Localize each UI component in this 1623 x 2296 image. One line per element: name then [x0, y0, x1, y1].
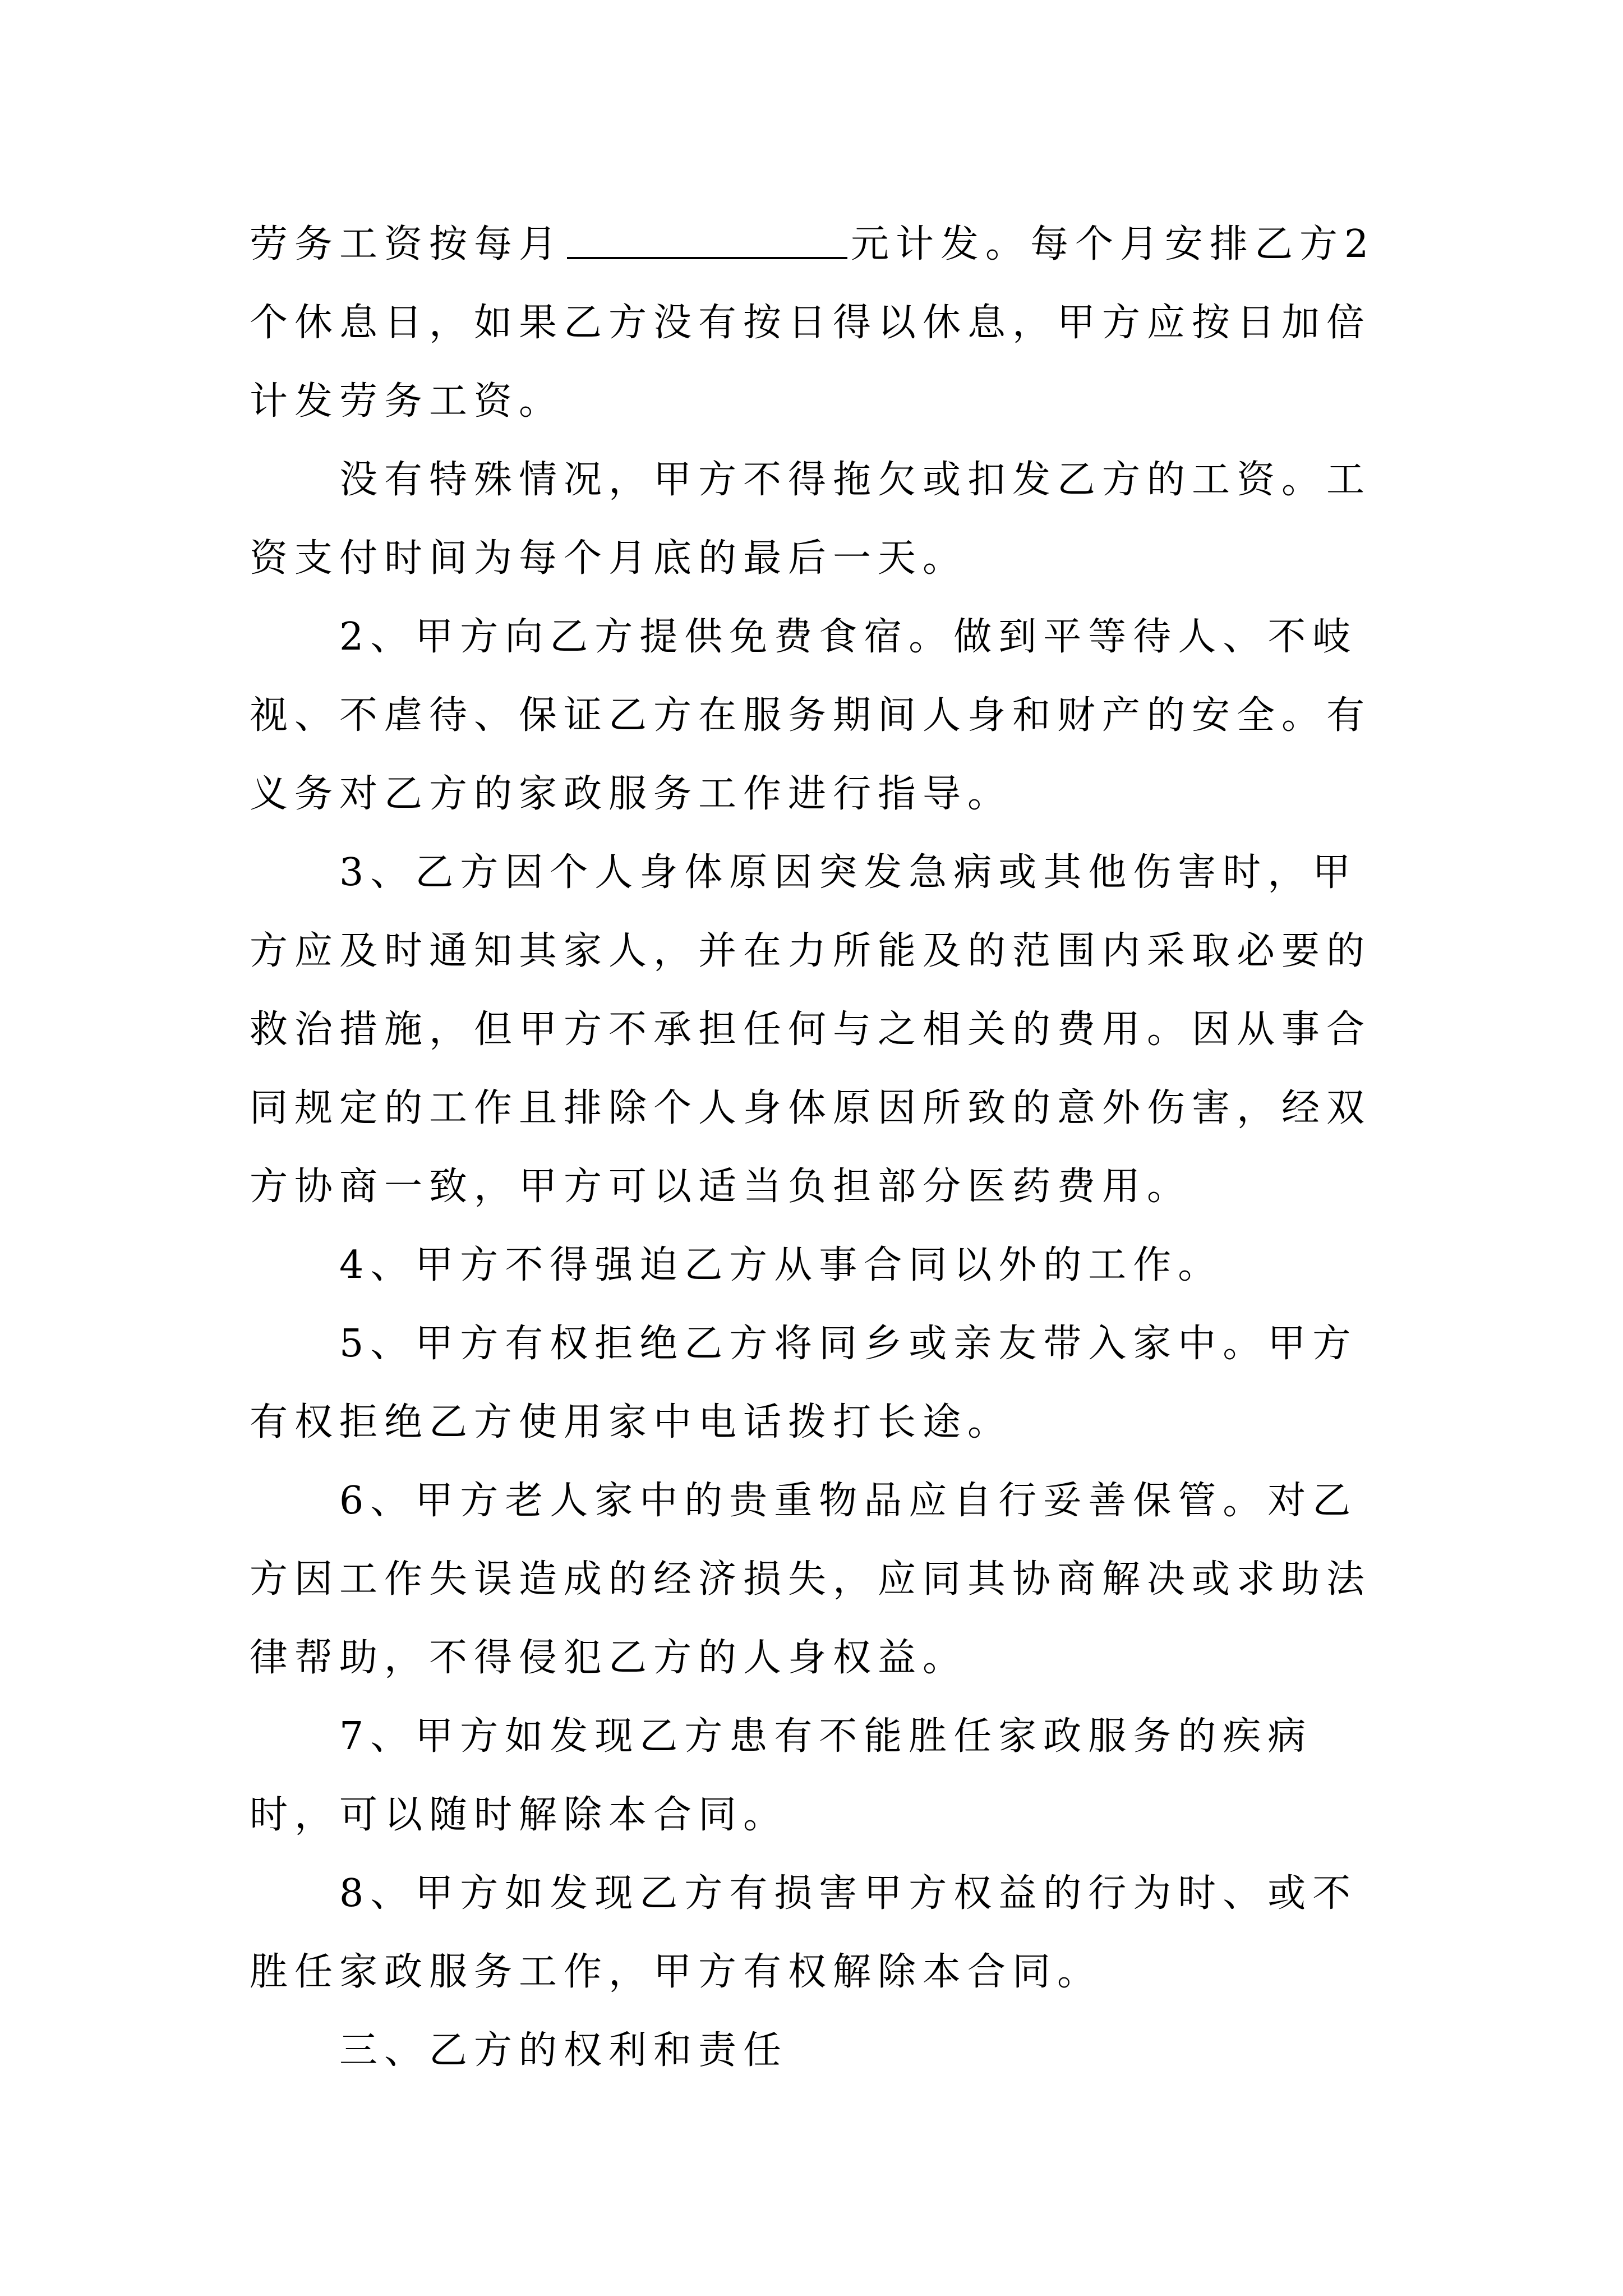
- clause-7: 7、甲方如发现乙方患有不能胜任家政服务的疾病时，可以随时解除本合同。: [250, 1714, 1313, 1837]
- paragraph-wage: [250, 205, 1382, 441]
- clause-4: 4、甲方不得强迫乙方从事合同以外的工作。: [339, 1243, 1223, 1287]
- clause-2: 2、甲方向乙方提供免费食宿。做到平等待人、不岐视、不虐待、保证乙方在服务期间人身和财产的安全。有义务对乙方的家政服务工作进行指导。: [250, 615, 1372, 816]
- clause-6: 6、甲方老人家中的贵重物品应自行妥善保管。对乙方因工作失误造成的经济损失，应同其协商解决或求助法律帮助，不得侵犯乙方的人身权益。: [250, 1479, 1372, 1680]
- clause-3: 3、乙方因个人身体原因突发急病或其他伤害时，甲方应及时通知其家人，并在力所能及的范围内采取必要的救治措施，但甲方不承担任何与之相关的费用。因从事合同规定的工作且排除个人身体原因所致的意外伤害，经双方协商一致，甲方可以适当负担部分医药费用。: [250, 850, 1372, 1209]
- clause-5: 5、甲方有权拒绝乙方将同乡或亲友带入家中。甲方有权拒绝乙方使用家中电话拨打长途。: [250, 1322, 1358, 1444]
- wage-text-before: 劳务工资按每月: [250, 222, 564, 266]
- paragraph-wage-payment: 没有特殊情况，甲方不得拖欠或扣发乙方的工资。工资支付时间为每个月底的最后一天。: [250, 458, 1372, 581]
- section-heading-3: 三、乙方的权利和责任: [339, 2028, 789, 2073]
- wage-amount-blank: [567, 223, 847, 259]
- clause-8: 8、甲方如发现乙方有损害甲方权益的行为时、或不胜任家政服务工作，甲方有权解除本合同。: [250, 1871, 1358, 1994]
- wage-text-after: 元计发。每个月安排乙方2个休息日，如果乙方没有按日得以休息，甲方应按日加倍计发劳务工资。: [250, 222, 1376, 424]
